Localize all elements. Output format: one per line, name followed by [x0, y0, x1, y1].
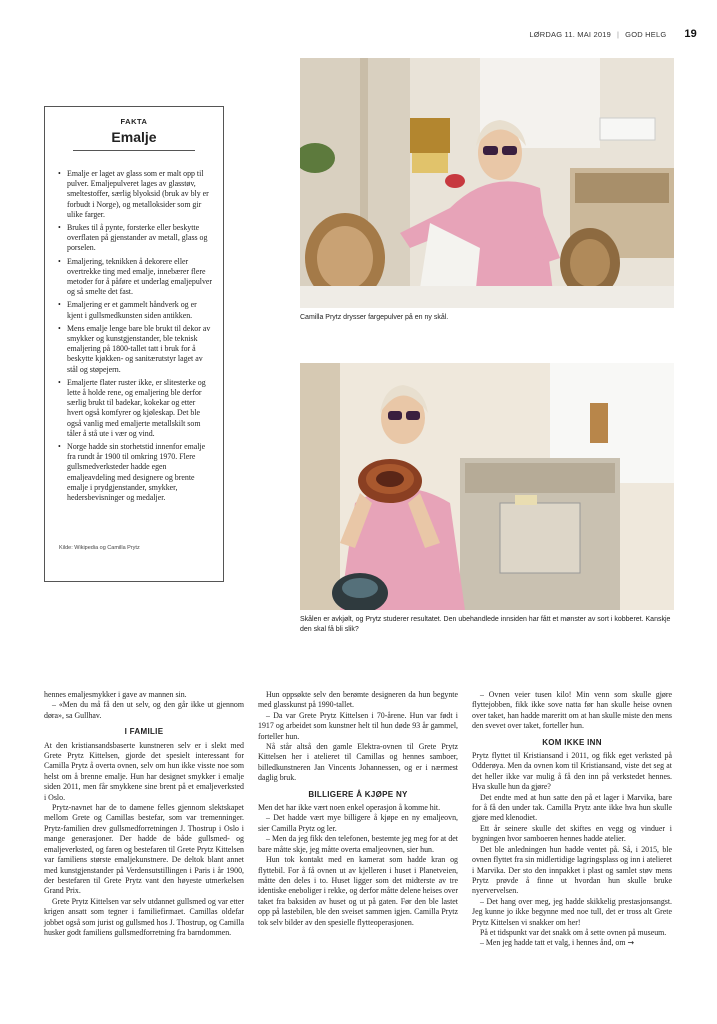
fact-item: • Norge hadde sin storhetstid innenfor emalje fra rundt år 1900 til omkring 1970. Flere gullsmedverksteder hadde egen emaljeavdeling med designere og brente emalje i prydgjenstander, smykker, hedersbevisninger og medaljer.: [67, 442, 213, 503]
article-column-3: [472, 690, 672, 949]
body-paragraph: Hun oppsøkte selv den berømte designeren da hun begynte med glasskunst på 1990-tallet.: [258, 690, 458, 710]
photo-studying-bowl: [300, 363, 674, 610]
photo-illustration: [300, 363, 674, 610]
fact-box-kicker: FAKTA: [120, 117, 148, 126]
body-paragraph: Prytz flyttet til Kristiansand i 2011, og fikk eget verksted på Odderøya. Men da ovnen kom til Kristiansand, viste det seg at det heller ikke var mulig å få den inn på verkstedet hennes. Hva skulle hun da gjøre?: [472, 751, 672, 792]
body-paragraph: [472, 938, 672, 948]
body-paragraph: – Det hadde vært mye billigere å kjøpe en ny emaljeovn, sier Camilla Prytz og ler.: [258, 813, 458, 833]
subheading: I FAMILIE: [124, 727, 164, 737]
photo-illustration: [300, 58, 674, 308]
page-number: 19: [684, 28, 697, 40]
photo-sprinkling-powder: [300, 58, 674, 308]
body-paragraph: Grete Prytz Kittelsen var selv utdannet gullsmed og var etter krigen ansatt som tegner i familiefirmaet. Camillas oldefar jobbet også som jurist og gullsmed hos J. Thostrup, og Camilla husker godt familiens gullsmedforretning fra barndommen.: [44, 896, 244, 937]
body-paragraph: – Det hang over meg, jeg hadde skikkelig prestasjonsangst. Jeg kunne jo ikke begynne med noe tull, det er tross alt Grete Prytz Kittelsen vi snakker om her!: [472, 896, 672, 927]
fact-item: • Mens emalje lenge bare ble brukt til dekor av smykker og kunstgjenstander, ble teknisk emaljering på 1800-tallet tatt i bruk for å beskytte kjøkken- og sanitærutstyr laget av stål og støpejern.: [67, 324, 213, 375]
fact-list: [55, 169, 213, 503]
top-photo-caption: Camilla Prytz drysser fargepulver på en ny skål.: [300, 314, 449, 321]
subheading: KOM IKKE INN: [542, 737, 602, 747]
fact-source: Kilde: Wikipedia og Camilla Prytz: [59, 545, 140, 551]
body-paragraph: – Da var Grete Prytz Kittelsen i 70-årene. Hun var født i 1917 og arbeidet som kunstner helt til hun døde 93 år gammel, forteller hun.: [258, 710, 458, 741]
fact-item: • Emalje er laget av glass som er malt opp til pulver. Emaljepulveret lages av glasstøv, smeltestoffer, særlig blyoksid (bruk av bly er forbudt i Norge), og metalloksider som gir ulike farger.: [67, 169, 213, 220]
fact-box-title: Emalje: [73, 129, 195, 151]
fact-item: • Emaljering er et gammelt håndverk og er kjent i gullsmedkunsten siden antikken.: [67, 300, 213, 320]
body-paragraph: Nå står altså den gamle Elektra-ovnen til Grete Prytz Kittelsen her i atelieret til Camillas og hennes samboer, billedkunstneren Jan Vincents Johannessen, og er i nærmest daglig bruk.: [258, 742, 458, 783]
body-paragraph: Ett år seinere skulle det skiftes en vegg og vinduer i bygningen hvor samboeren hennes hadde atelier.: [472, 823, 672, 844]
body-paragraph: Hun tok kontakt med en kamerat som hadde kran og flyttebil. For å få ovnen ut av kjelleren i huset i Planetveien, måtte den deles i to. Huset ligger som det midterste av tre identiske eneboliger i rekke, og derfor måtte delene heises over taket fra baksiden av huset og ut på gaten. Før den ble lastet opp på lastebilen, ble den sveiset sammen igjen. Camilla Prytz tok selv bilder av den spesielle flytteoperasjonen.: [258, 855, 458, 927]
body-paragraph: hennes emaljesmykker i gave av mannen sin.: [44, 690, 187, 699]
article-column-2: [258, 690, 458, 928]
body-text: – Men jeg hadde tatt et valg, i hennes ånd, om: [480, 938, 626, 948]
body-paragraph: Det ble anledningen hun hadde ventet på. Så, i 2015, ble ovnen flyttet fra sin midlertidige lagringsplass og inn i atelieret i Marvika. Der sto den innpakket i plast og samlet støv mens Prytz prøvde å finne ut hvordan hun skulle bruke nyervervelsen.: [472, 844, 672, 896]
body-paragraph: Prytz-navnet har de to damene felles gjennom slektskapet mellom Grete og Camillas bestefar, som var tremenninger. Prytz-familien drev gullsmedforretningen J. Thostrup i Oslo i mange generasjoner. Der hadde de både gullsmed- og emaljeverksted, og faren og bestefaren til Grete Prytz Kittelsen var familiens største emaljekunstnere. De deltok blant annet med kunstgjenstander på Verdensutstillingen i Paris i år 1900, der bestefaren til Grete Prytz vant den høyeste utmerkelsen Grand Prix.: [44, 803, 244, 896]
fact-item: • Brukes til å pynte, forsterke eller beskytte overflaten på gjenstander av metall, glass og porselen.: [67, 223, 213, 254]
article-column-1: [44, 690, 244, 938]
continue-arrow-icon: →: [627, 938, 635, 948]
body-paragraph: At den kristiansandsbaserte kunstneren selv er i slekt med Grete Prytz Kittelsen, gjorde det spesielt interessant for Camilla Prytz å overta ovnen, selv om hun ikke visste noe som helst om å brenne emalje. Hun har designet smykker i emalje siden 2011, men får smykkene sine brent på et emaljeverksted i Oslo.: [44, 740, 244, 802]
fact-item: • Emaljering, teknikken å dekorere eller overtrekke ting med emalje, innebærer flere metoder for å påføre et underlag emaljepulver og så smelte det fast.: [67, 257, 213, 298]
subheading: BILLIGERE Å KJØPE NY: [308, 789, 408, 799]
body-paragraph: – Ovnen veier tusen kilo! Min venn som skulle gjøre flyttejobben, fikk ikke sove natta før han skulle heise ovnen over taket, han hadde mareritt om at han skulle miste den mens den svevet over taket, forteller hun.: [472, 690, 672, 731]
section-name: GOD HELG: [625, 29, 667, 39]
fact-item: • Emaljerte flater ruster ikke, er slitesterke og lette å holde rene, og emaljering ble derfor særlig brukt til badekar, kokekar og etter hvert også komfyrer og kjøleskap. Det ble også vanlig med emaljerte metallskilt som tåler å stå ute i vær og vind.: [67, 378, 213, 439]
body-paragraph: Men det har ikke vært noen enkel operasjon å komme hit.: [258, 803, 441, 813]
fact-box: [44, 106, 224, 582]
body-paragraph: – Men da jeg fikk den telefonen, bestemte jeg meg for at det bare måtte skje, jeg måtte overta emaljeovnen, sier hun.: [258, 834, 458, 854]
issue-date: LØRDAG 11. MAI 2019: [529, 29, 611, 39]
bottom-photo-caption: Skålen er avkjølt, og Prytz studerer resultatet. Den ubehandlede innsiden har fått et mønster av sort i kobberet. Kanskje den skal få bli slik?: [300, 616, 671, 633]
body-paragraph: På et tidspunkt var det snakk om å sette ovnen på museum.: [480, 927, 667, 937]
body-paragraph: Det endte med at hun satte den på et lager i Marvika, bare for å få den under tak. Camilla Prytz ante ikke hva hun skulle gjøre med klenodiet.: [472, 792, 672, 823]
body-paragraph: – «Men du må få den ut selv, og den går ikke ut gjennom døra», sa Gullhav.: [44, 700, 244, 720]
page-header: LØRDAG 11. MAI 2019 | GOD HELG 19: [529, 28, 697, 40]
